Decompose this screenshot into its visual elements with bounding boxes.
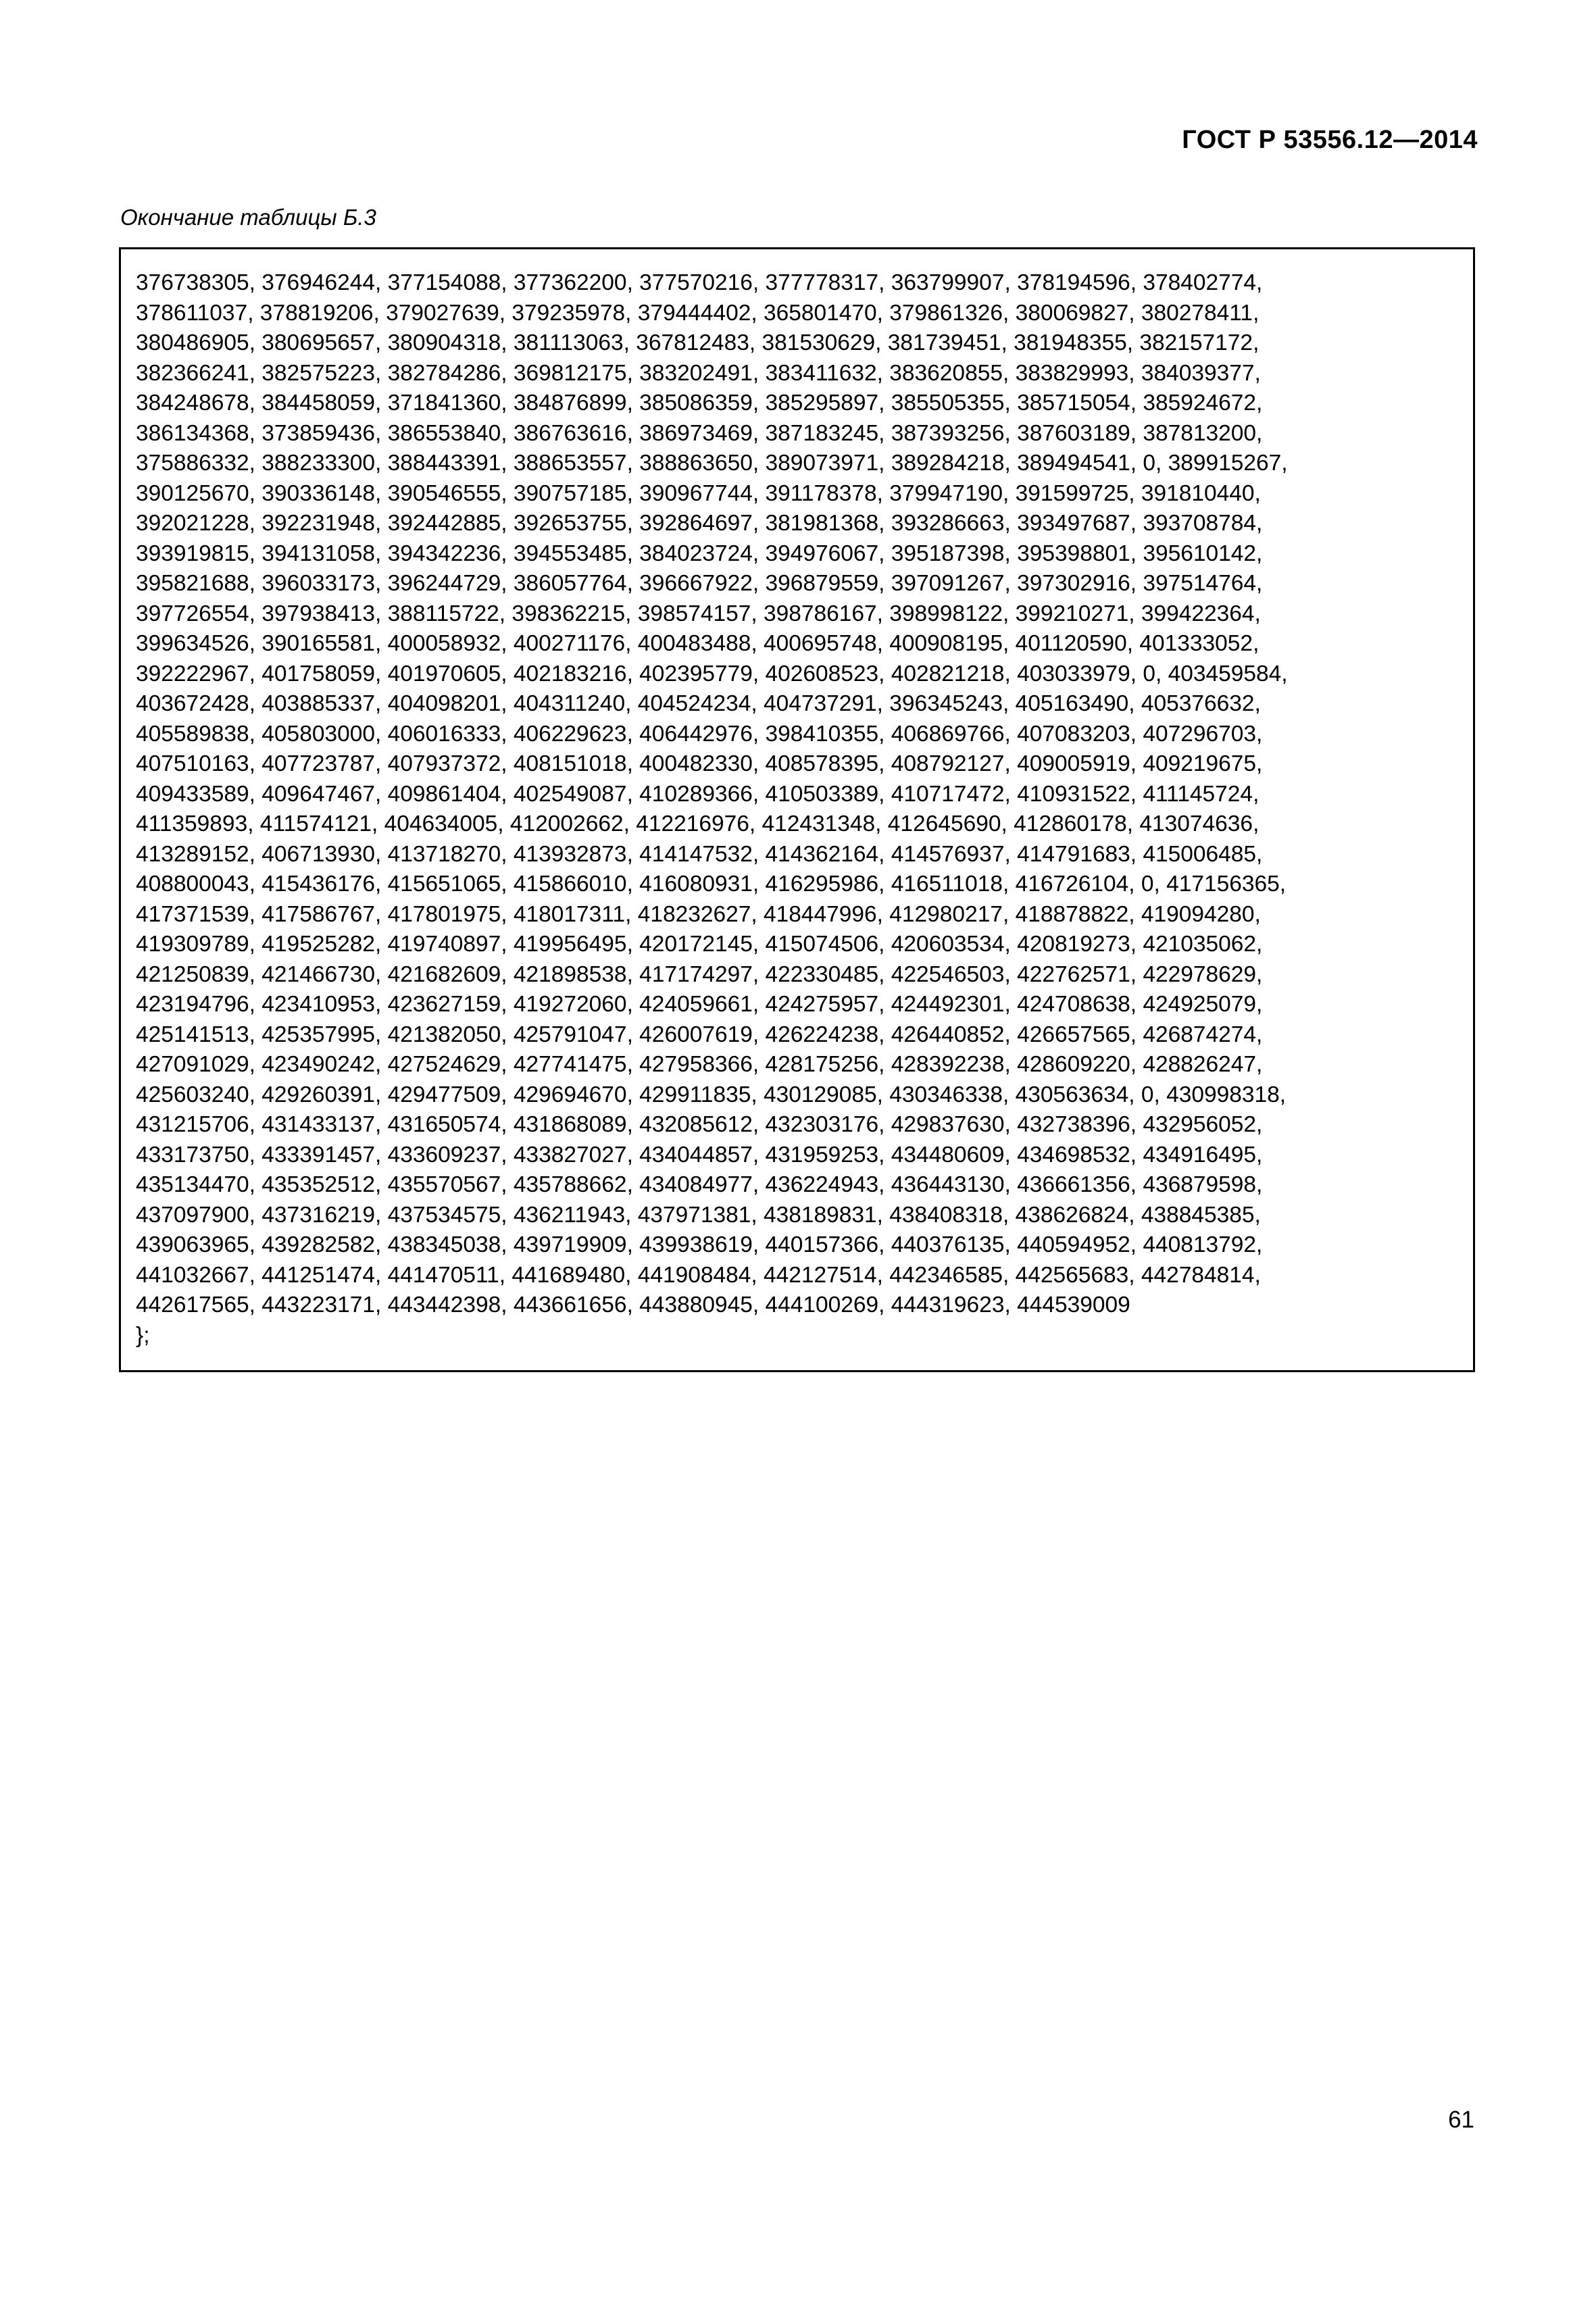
code-line: 421250839, 421466730, 421682609, 421898538, 417174297, 422330485, 422546503, 422762571, 422978629, xyxy=(136,961,1263,987)
code-line: 384248678, 384458059, 371841360, 384876899, 385086359, 385295897, 385505355, 385715054, 385924672, xyxy=(136,391,1263,416)
code-line: 425141513, 425357995, 421382050, 425791047, 426007619, 426224238, 426440852, 426657565, 426874274, xyxy=(136,1022,1263,1047)
code-line: 417371539, 417586767, 417801975, 418017311, 418232627, 418447996, 412980217, 418878822, 419094280, xyxy=(136,901,1261,927)
code-line: 437097900, 437316219, 437534575, 436211943, 437971381, 438189831, 438408318, 438626824, 438845385, xyxy=(136,1202,1261,1228)
code-line: 441032667, 441251474, 441470511, 441689480, 441908484, 442127514, 442346585, 442565683, 442784814, xyxy=(136,1262,1261,1288)
code-line: 419309789, 419525282, 419740897, 419956495, 420172145, 415074506, 420603534, 420819273, 421035062, xyxy=(136,932,1263,957)
code-line: }; xyxy=(136,1322,150,1348)
table-caption: Окончание таблицы Б.3 xyxy=(120,205,376,230)
code-line: 390125670, 390336148, 390546555, 390757185, 390967744, 391178378, 379947190, 391599725, 391810440, xyxy=(136,480,1261,506)
code-line: 399634526, 390165581, 400058932, 400271176, 400483488, 400695748, 400908195, 401120590, 401333052, xyxy=(136,631,1260,656)
code-line: 392222967, 401758059, 401970605, 402183216, 402395779, 402608523, 402821218, 403033979, 0, 403459584, xyxy=(136,661,1288,686)
code-line: 442617565, 443223171, 443442398, 443661656, 443880945, 444100269, 444319623, 444539009 xyxy=(136,1292,1130,1317)
code-line: 413289152, 406713930, 413718270, 413932873, 414147532, 414362164, 414576937, 414791683, 415006485, xyxy=(136,841,1263,867)
code-line: 386134368, 373859436, 386553840, 386763616, 386973469, 387183245, 387393256, 387603189, 387813200, xyxy=(136,420,1263,446)
code-line: 376738305, 376946244, 377154088, 377362200, 377570216, 377778317, 363799907, 378194596, 378402774, xyxy=(136,270,1263,295)
code-line: 392021228, 392231948, 392442885, 392653755, 392864697, 381981368, 393286663, 393497687, 393708784, xyxy=(136,511,1263,536)
document-standard-header: ГОСТ Р 53556.12—2014 xyxy=(1182,126,1478,154)
code-line: 435134470, 435352512, 435570567, 435788662, 434084977, 436224943, 436443130, 436661356, 436879598, xyxy=(136,1172,1263,1197)
code-line: 431215706, 431433137, 431650574, 431868089, 432085612, 432303176, 429837630, 432738396, 432956052, xyxy=(136,1112,1263,1137)
code-line: 403672428, 403885337, 404098201, 404311240, 404524234, 404737291, 396345243, 405163490, 405376632, xyxy=(136,691,1261,716)
page-number: 61 xyxy=(1448,2107,1474,2133)
code-line: 411359893, 411574121, 404634005, 412002662, 412216976, 412431348, 412645690, 412860178, 413074636, xyxy=(136,811,1260,836)
code-line: 439063965, 439282582, 438345038, 439719909, 439938619, 440157366, 440376135, 440594952, 440813792, xyxy=(136,1232,1263,1257)
code-line: 423194796, 423410953, 423627159, 419272060, 424059661, 424275957, 424492301, 424708638, 424925079, xyxy=(136,992,1263,1017)
code-line: 395821688, 396033173, 396244729, 386057764, 396667922, 396879559, 397091267, 397302916, 397514764, xyxy=(136,571,1263,596)
code-line: 425603240, 429260391, 429477509, 429694670, 429911835, 430129085, 430346338, 430563634, 0, 430998318, xyxy=(136,1082,1287,1107)
table-code-box xyxy=(119,247,1475,1372)
code-line: 407510163, 407723787, 407937372, 408151018, 400482330, 408578395, 408792127, 409005919, 409219675, xyxy=(136,751,1263,776)
code-line: 408800043, 415436176, 415651065, 415866010, 416080931, 416295986, 416511018, 416726104, 0, 417156365, xyxy=(136,872,1287,897)
code-line: 382366241, 382575223, 382784286, 369812175, 383202491, 383411632, 383620855, 383829993, 384039377, xyxy=(136,360,1261,386)
code-line: 433173750, 433391457, 433609237, 433827027, 434044857, 431959253, 434480609, 434698532, 434916495, xyxy=(136,1142,1263,1167)
code-line: 409433589, 409647467, 409861404, 402549087, 410289366, 410503389, 410717472, 410931522, 411145724, xyxy=(136,781,1260,807)
code-line: 375886332, 388233300, 388443391, 388653557, 388863650, 389073971, 389284218, 389494541, 0, 389915267, xyxy=(136,451,1288,476)
code-line: 405589838, 405803000, 406016333, 406229623, 406442976, 398410355, 406869766, 407083203, 407296703, xyxy=(136,721,1263,747)
code-line: 393919815, 394131058, 394342236, 394553485, 384023724, 394976067, 395187398, 395398801, 395610142, xyxy=(136,540,1263,566)
code-line: 397726554, 397938413, 388115722, 398362215, 398574157, 398786167, 398998122, 399210271, 399422364, xyxy=(136,601,1261,626)
code-line: 378611037, 378819206, 379027639, 379235978, 379444402, 365801470, 379861326, 380069827, 380278411, xyxy=(136,300,1260,326)
code-line: 380486905, 380695657, 380904318, 381113063, 367812483, 381530629, 381739451, 381948355, 382157172, xyxy=(136,330,1260,355)
code-line: 427091029, 423490242, 427524629, 427741475, 427958366, 428175256, 428392238, 428609220, 428826247, xyxy=(136,1052,1263,1077)
